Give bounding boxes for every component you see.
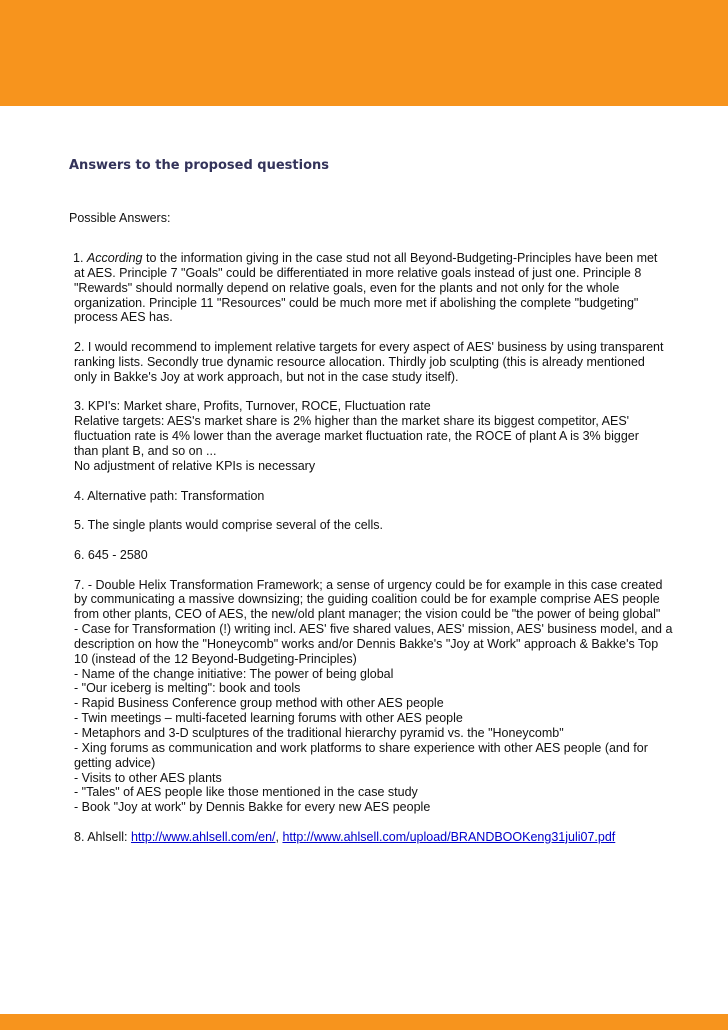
answer-1 — [74, 251, 672, 325]
answer-text: 8. Ahlsell: — [74, 829, 131, 844]
answer-8 — [74, 830, 672, 845]
answer-line: fluctuation rate is 4% lower than the average market fluctuation rate, the ROCE of plant A is 3% bigger — [74, 429, 639, 444]
answer-line — [73, 251, 672, 266]
answer-4 — [74, 489, 672, 504]
separator: , — [275, 829, 283, 844]
answer-line: only in Bakke's Joy at work approach, but not in the case study itself). — [74, 369, 459, 384]
answers-list — [74, 251, 672, 860]
answer-line: 7. - Double Helix Transformation Framework; a sense of urgency could be for example in this case created — [74, 577, 663, 592]
brandbook-link[interactable]: http://www.ahlsell.com/upload/BRANDBOOKeng31juli07.pdf — [282, 829, 616, 844]
answer-line: 3. KPI's: Market share, Profits, Turnover, ROCE, Fluctuation rate — [74, 399, 431, 414]
answer-line: - Name of the change initiative: The power of being global — [74, 666, 394, 681]
answer-line: 10 (instead of the 12 Beyond-Budgeting-Principles) — [74, 651, 357, 666]
answer-line: 4. Alternative path: Transformation — [74, 488, 265, 503]
section-subtitle: Possible Answers: — [69, 211, 171, 225]
answer-line — [74, 830, 672, 845]
emphasized-word: According — [86, 251, 143, 265]
answer-line: - Visits to other AES plants — [74, 770, 222, 785]
answer-line: Relative targets: AES's market share is 2% higher than the market share its biggest competitor, AES' — [74, 414, 630, 429]
answer-line: 6. 645 - 2580 — [74, 547, 148, 562]
answer-line: organization. Principle 11 "Resources" could be much more met if abolishing the complete "budgeting" — [74, 295, 639, 310]
answer-3 — [74, 399, 672, 473]
answer-line: 5. The single plants would comprise several of the cells. — [74, 518, 383, 533]
answer-line: by communicating a massive downsizing; the guiding coalition could be for example comprise AES people — [74, 592, 660, 607]
header-band — [0, 0, 728, 106]
answer-5 — [74, 518, 672, 533]
footer-band — [0, 1014, 728, 1030]
answer-line: than plant B, and so on ... — [74, 443, 217, 458]
answer-line: - "Tales" of AES people like those mentioned in the case study — [74, 785, 418, 800]
answer-number: 1. — [73, 251, 84, 265]
page-title: Answers to the proposed questions — [69, 158, 330, 173]
answer-line: ranking lists. Secondly true dynamic resource allocation. Thirdly job sculpting (this is already mentioned — [74, 354, 645, 369]
answer-line: - Metaphors and 3-D sculptures of the traditional hierarchy pyramid vs. the "Honeycomb" — [74, 726, 564, 740]
answer-line: at AES. Principle 7 "Goals" could be differentiated in more relative goals instead of just one. Principle 8 — [74, 265, 642, 280]
answer-text: to the information giving in the case stud not all Beyond-Budgeting-Principles have been met — [142, 251, 658, 265]
answer-line: - Case for Transformation (!) writing incl. AES' five shared values, AES' mission, AES' business model, and a — [74, 622, 673, 637]
answer-line: "Rewards" should normally depend on relative goals, even for the plants and not only for the whole — [74, 280, 620, 295]
answer-line: description on how the "Honeycomb" works and/or Dennis Bakke's "Joy at Work" approach & Bakke's Top — [74, 636, 659, 651]
answer-line: - Xing forums as communication and work platforms to share experience with other AES people (and for — [74, 740, 648, 755]
answer-6 — [74, 548, 672, 563]
answer-line: getting advice) — [74, 755, 156, 770]
ahlsell-link[interactable]: http://www.ahlsell.com/en/ — [130, 829, 276, 844]
answer-line: - Book "Joy at work" by Dennis Bakke for every new AES people — [74, 800, 431, 815]
answer-line: 2. I would recommend to implement relative targets for every aspect of AES' business by using transparent — [74, 340, 664, 355]
answer-line: process AES has. — [74, 310, 173, 325]
answer-line: - "Our iceberg is melting": book and tools — [74, 681, 301, 696]
answer-line: - Twin meetings – multi-faceted learning forums with other AES people — [74, 711, 463, 726]
answer-line: No adjustment of relative KPIs is necessary — [74, 458, 316, 473]
answer-2 — [74, 340, 672, 385]
answer-7 — [74, 578, 672, 816]
answer-line: from other plants, CEO of AES, the new/old plant manager; the vision could be "the power of being global" — [74, 607, 661, 622]
answer-line: - Rapid Business Conference group method with other AES people — [74, 696, 444, 711]
